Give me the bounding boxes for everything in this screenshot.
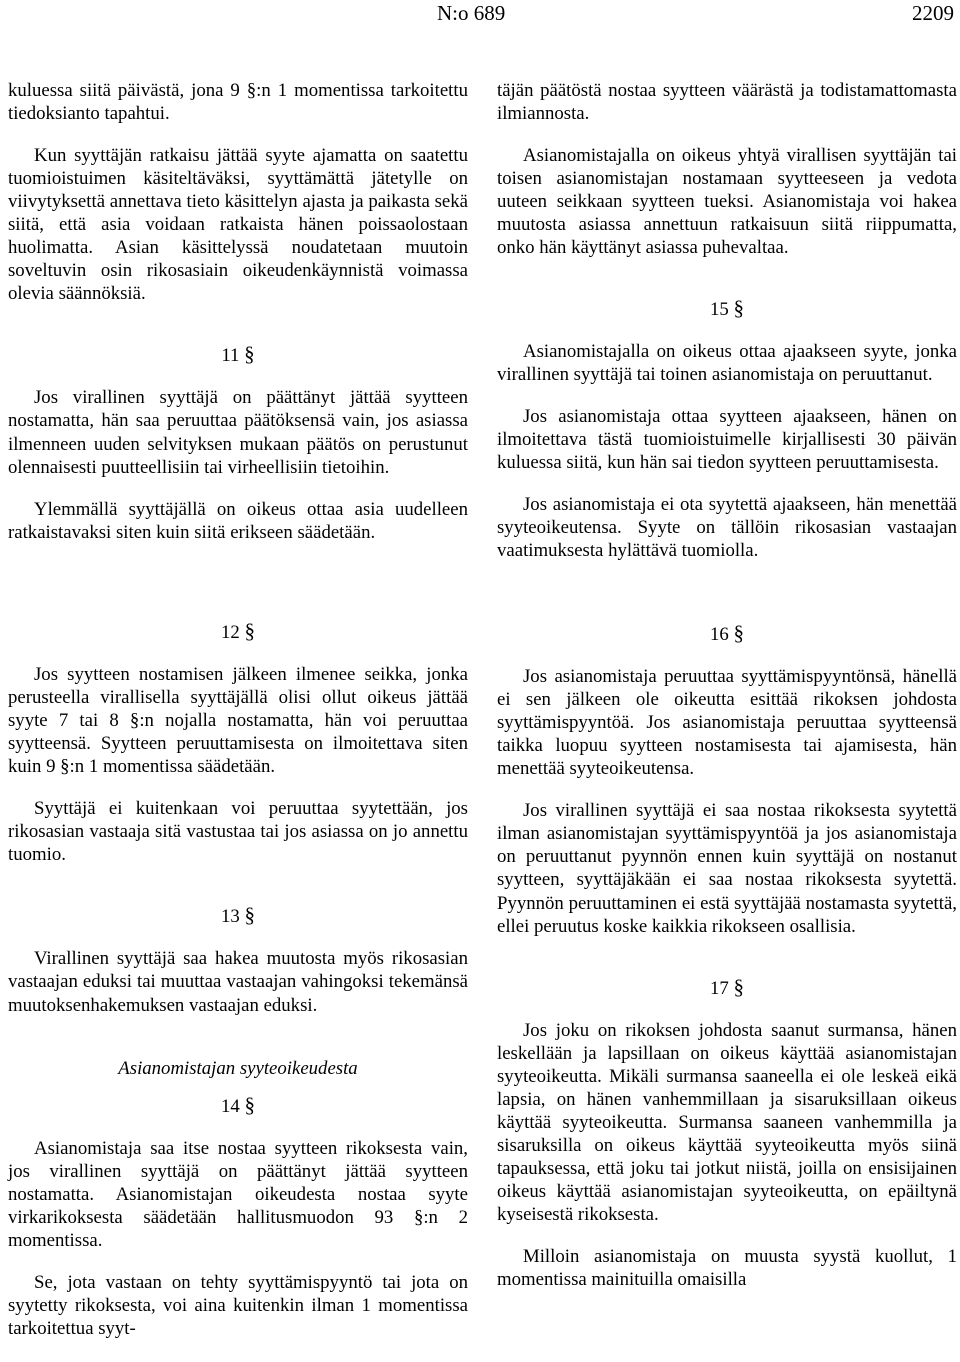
paragraph: Asianomistajalla on oikeus yhtyä virallisen syyttäjän tai toisen asianomistajan nostamaan syytteeseen ja vedota uuteen seikkaan syytteen tueksi. Asianomistaja voi hakea muutosta asiassa annettuun ratkaisuun siitä riippumatta, onko hän käyttänyt asiassa puhevaltaa. xyxy=(497,144,957,259)
paragraph: täjän päätöstä nostaa syytteen väärästä ja todistamattomasta ilmiannosta. xyxy=(497,79,957,124)
paragraph: Ylemmällä syyttäjällä on oikeus ottaa asia uudelleen ratkaistavaksi siten kuin siitä erikseen säädetään. xyxy=(8,498,468,543)
paragraph: Jos asianomistaja ei ota syytettä ajaakseen, hän menettää syyteoikeutensa. Syyte on tällöin rikosasian vastaajan vaatimuksesta hylättävä tuomiolla. xyxy=(497,494,957,562)
section-heading-14 xyxy=(8,1094,468,1118)
section-number: 12 xyxy=(221,622,240,643)
section-heading-16 xyxy=(497,622,957,646)
statute-number: N:o 689 xyxy=(437,1,506,25)
section-number: 13 xyxy=(221,906,240,928)
right-column-bottom xyxy=(497,622,957,1310)
section-number: 16 xyxy=(710,624,729,645)
paragraph: Milloin asianomistaja on muusta syystä kuollut, 1 momentissa mainituilla omaisilla xyxy=(497,1246,957,1291)
paragraph: kuluessa siitä päivästä, jona 9 §:n 1 momentissa tarkoitettu tiedoksianto tapahtui. xyxy=(8,79,468,124)
paragraph: Jos virallinen syyttäjä ei saa nostaa rikoksesta syytettä ilman asianomistajan syyttämispyyntöä ja jos asianomistaja on peruuttanut pyynnön ennen kuin syyttäjä on nostanut syytteen, syyttäjäkään ei saa nostaa rikoksesta syytettä. Pyynnön peruuttaminen ei estä syyttäjää nostamasta syytettä, ellei peruutus koske kaikkia rikokseen osallisia. xyxy=(497,800,957,937)
section-number: 14 xyxy=(221,1095,240,1117)
section-symbol: § xyxy=(244,903,255,928)
paragraph: Asianomistajalla on oikeus ottaa ajaakseen syyte, jonka virallinen syyttäjä tai toinen asianomistaja on peruuttanut. xyxy=(497,341,957,386)
left-column-bottom xyxy=(8,620,468,1359)
section-symbol: § xyxy=(733,296,744,321)
paragraph: Syyttäjä ei kuitenkaan voi peruuttaa syytettään, jos rikosasian vastaaja sitä vastustaa tai jos asiassa on jo annettu tuomio. xyxy=(8,798,468,866)
paragraph: Asianomistaja saa itse nostaa syytteen rikoksesta vain, jos virallinen syyttäjä on päättänyt jättää syytteen nostamatta. Asianomistajan oikeudesta nostaa syyte virkarikoksesta säädetään hallitusmuodon 93 §:n 2 momentissa. xyxy=(8,1137,468,1251)
left-column-top xyxy=(8,60,468,562)
section-number: 17 xyxy=(710,977,729,999)
section-symbol: § xyxy=(733,621,744,645)
paragraph: Virallinen syyttäjä saa hakea muutosta myös rikosasian vastaajan eduksi tai muuttaa vastaajan vahingoksi tekemänsä muutoksenhakemuksen vastaajan eduksi. xyxy=(8,948,468,1016)
section-heading-17 xyxy=(497,976,957,1000)
section-symbol: § xyxy=(733,974,744,999)
paragraph: Jos syytteen nostamisen jälkeen ilmenee seikka, jonka perusteella virallisella syyttäjällä olisi ollut oikeus jättää syyte 7 tai 8 §:n nojalla nostamatta, hän voi peruuttaa syytteensä. Syytteen peruuttamisesta on ilmoitettava siten kuin 9 §:n 1 momentissa säädetään. xyxy=(8,663,468,778)
paragraph: Jos virallinen syyttäjä on päättänyt jättää syytteen nostamatta, hän saa peruuttaa päätöksensä vain, jos asiassa ilmenneen uuden selvityksen mukaan päätös on perustunut olennaisesti puutteellisiin tai virheellisiin tietoihin. xyxy=(8,387,468,478)
paragraph: Jos joku on rikoksen johdosta saanut surmansa, hänen leskellään ja lapsillaan on oikeus käyttää asianomistajan syyteoikeutta. Mikäli surmansa saaneella ei ole leskeä eikä lapsia, on hänen vanhemmillaan ja sisaruksillaan oikeus käyttää syyteoikeutta. Surmansa saaneen vanhemmilla ja sisaruksilla on oikeus käyttää syyteoikeutta myös siinä tapauksessa, että joku tai jotkut niistä, joilla on ensisijainen oikeus käyttää asianomistajan syyteoikeutta, on epäiltynä kyseisestä rikoksesta. xyxy=(497,1019,957,1226)
section-heading-12 xyxy=(8,620,468,644)
section-heading-11 xyxy=(8,343,468,367)
page-header xyxy=(0,0,960,30)
paragraph: Kun syyttäjän ratkaisu jättää syyte ajamatta on saatettu tuomioistuimen käsiteltäväksi, syyttämättä jätetylle on viivytyksettä annettava tieto käsittelyn ajasta ja paikasta sekä siitä, että asia voidaan ratkaista hänen poissaolostaan huolimatta. Asian käsittelyssä noudatetaan muutoin soveltuvin osin rikosasiain oikeudenkäynnistä voimassa olevia säännöksiä. xyxy=(8,144,468,305)
paragraph: Jos asianomistaja ottaa syytteen ajaakseen, hänen on ilmoitettava tästä tuomioistuimelle kirjallisesti 30 päivän kuluessa siitä, kun hän sai tiedon syytteen peruuttamisesta. xyxy=(497,406,957,474)
right-column-top xyxy=(497,60,957,581)
section-number: 15 xyxy=(710,299,729,321)
section-symbol: § xyxy=(244,1092,255,1117)
section-symbol: § xyxy=(244,619,255,643)
chapter-heading: Asianomistajan syyteoikeudesta xyxy=(118,1057,358,1079)
page-number: 2209 xyxy=(912,1,954,25)
section-heading-13 xyxy=(8,904,468,928)
section-heading-15 xyxy=(497,297,957,321)
section-symbol: § xyxy=(244,342,255,367)
paragraph: Jos asianomistaja peruuttaa syyttämispyyntönsä, hänellä ei sen jälkeen ole oikeutta esittää rikoksen johdosta syyttämispyyntöä. Jos asianomistaja peruuttaa syytteensä taikka luopuu syytteen nostamisesta tai ajamisesta, hän menettää syyteoikeutensa. xyxy=(497,665,957,780)
section-number: 11 xyxy=(221,345,240,367)
paragraph: Se, jota vastaan on tehty syyttämispyyntö tai jota on syytetty rikoksesta, voi aina kuitenkin ilman 1 momentissa tarkoitettua syyt- xyxy=(8,1271,468,1340)
